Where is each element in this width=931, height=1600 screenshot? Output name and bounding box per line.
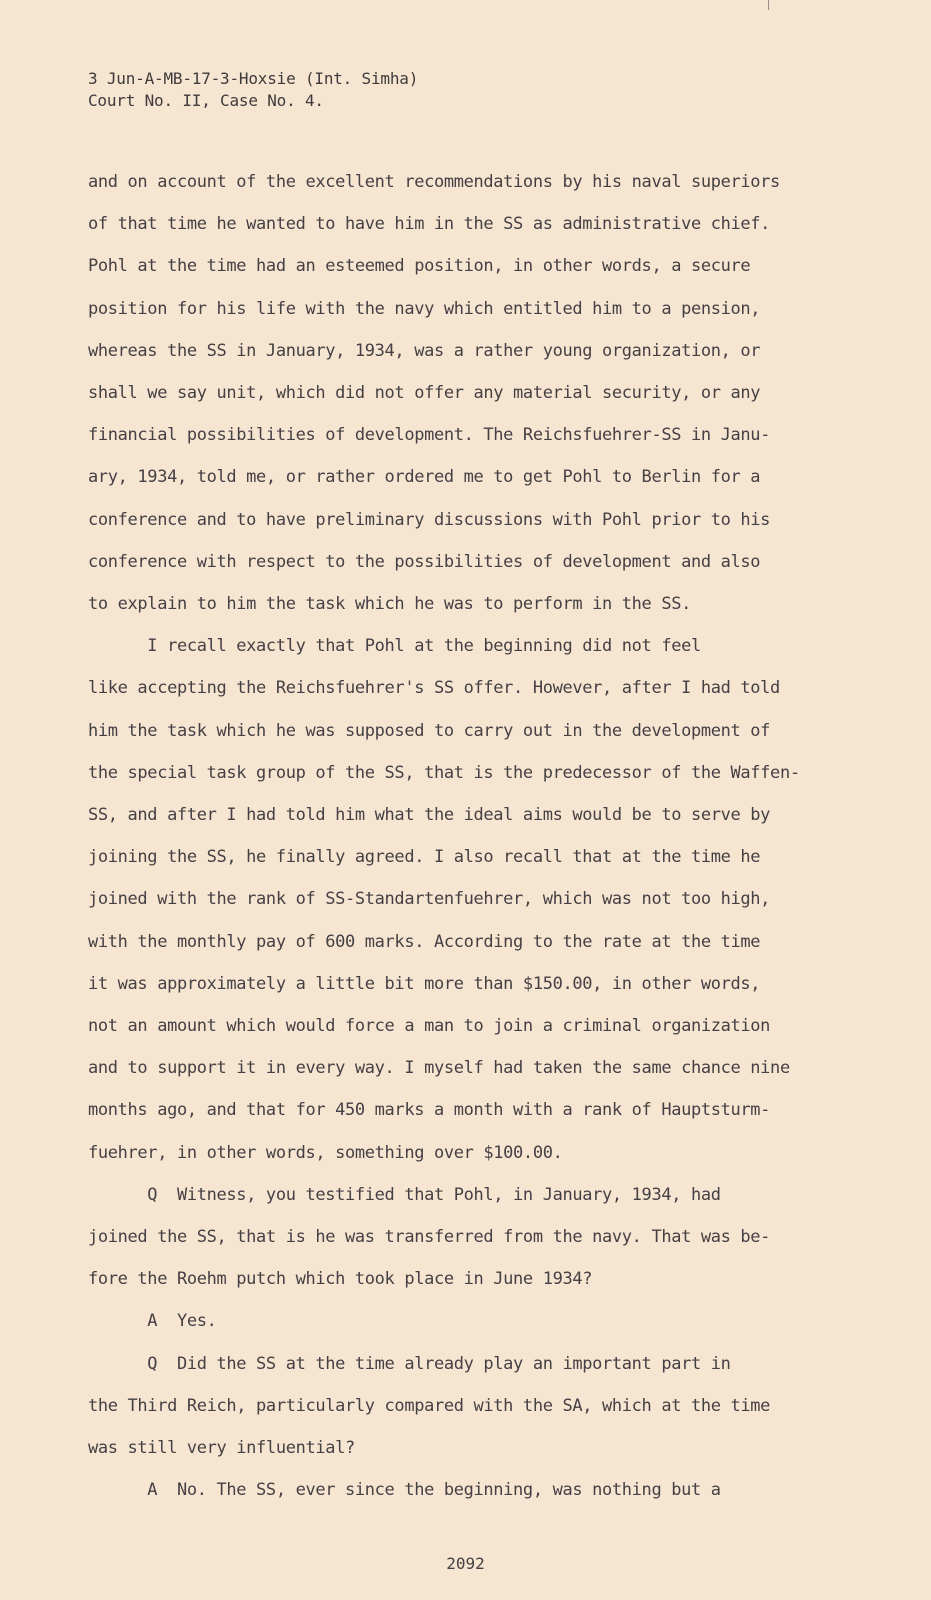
- text-line: joining the SS, he finally agreed. I also recall that at the time he: [88, 847, 761, 868]
- text-line: it was approximately a little bit more than $150.00, in other words,: [88, 973, 761, 994]
- text-line: Q Did the SS at the time already play an important part in: [88, 1353, 731, 1374]
- text-line: fuehrer, in other words, something over $100.00.: [88, 1142, 563, 1163]
- text-line: SS, and after I had told him what the ideal aims would be to serve by: [88, 805, 771, 825]
- text-line: whereas the SS in January, 1934, was a rather young organization, or: [88, 340, 761, 361]
- text-line: conference with respect to the possibilities of development and also: [88, 551, 761, 572]
- text-line: financial possibilities of development. The Reichsfuehrer-SS in Janu-: [88, 425, 771, 446]
- text-line: was still very influential?: [88, 1438, 355, 1458]
- text-line: like accepting the Reichsfuehrer's SS offer. However, after I had told: [88, 678, 780, 699]
- text-line: A No. The SS, ever since the beginning, was nothing but a: [88, 1480, 721, 1501]
- text-line: with the monthly pay of 600 marks. According to the rate at the time: [88, 931, 761, 952]
- text-line: A Yes.: [88, 1311, 217, 1332]
- text-line: of that time he wanted to have him in the SS as administrative chief.: [88, 214, 771, 235]
- text-line: shall we say unit, which did not offer any material security, or any: [88, 383, 761, 403]
- text-line: Q Witness, you testified that Pohl, in January, 1934, had: [88, 1184, 721, 1205]
- text-line: the special task group of the SS, that is the predecessor of the Waffen-: [88, 762, 800, 783]
- header-court-line: Court No. II, Case No. 4.: [88, 91, 324, 110]
- header-reference-line: 3 Jun-A-MB-17-3-Hoxsie (Int. Simha): [88, 69, 419, 88]
- text-line: the Third Reich, particularly compared with the SA, which at the time: [88, 1395, 771, 1416]
- text-line: position for his life with the navy which entitled him to a pension,: [88, 298, 761, 319]
- text-line: joined the SS, that is he was transferred from the navy. That was be-: [88, 1227, 771, 1247]
- text-line: and to support it in every way. I myself had taken the same chance nine: [88, 1058, 790, 1079]
- text-line: him the task which he was supposed to carry out in the development of: [88, 720, 771, 741]
- text-line: months ago, and that for 450 marks a month with a rank of Hauptsturm-: [88, 1100, 771, 1121]
- text-line: and on account of the excellent recommendations by his naval superiors: [88, 172, 780, 192]
- text-line: not an amount which would force a man to join a criminal organization: [88, 1016, 771, 1036]
- text-line: to explain to him the task which he was to perform in the SS.: [88, 594, 691, 614]
- text-line: fore the Roehm putch which took place in June 1934?: [88, 1269, 593, 1290]
- document-header: [88, 68, 418, 112]
- margin-mark: [768, 0, 769, 10]
- text-line: joined with the rank of SS-Standartenfuehrer, which was not too high,: [88, 889, 771, 910]
- text-line: Pohl at the time had an esteemed position, in other words, a secure: [88, 256, 751, 277]
- text-line: conference and to have preliminary discussions with Pohl prior to his: [88, 509, 771, 530]
- text-line: I recall exactly that Pohl at the beginning did not feel: [88, 636, 701, 657]
- page-number: 2092: [446, 1554, 485, 1574]
- text-line: ary, 1934, told me, or rather ordered me to get Pohl to Berlin for a: [88, 467, 761, 488]
